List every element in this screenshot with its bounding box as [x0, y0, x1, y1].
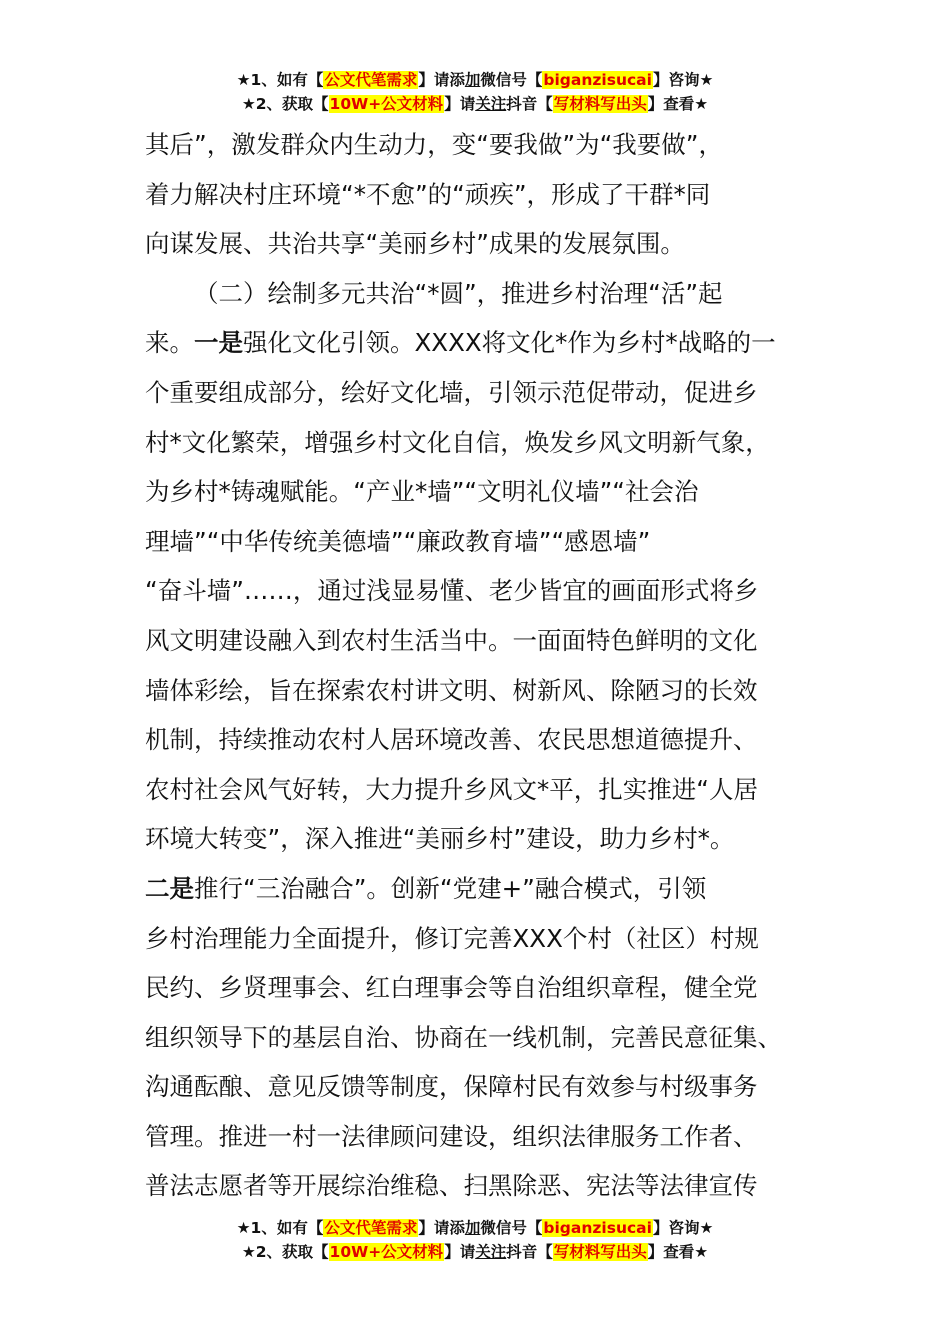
document-body: [145, 120, 810, 1211]
highlight-wechat-id: biganzisucai: [543, 71, 652, 89]
body-line: 其后”，激发群众内生动力，变“要我做”为“我要做”，: [145, 130, 723, 159]
body-line: 乡村治理能力全面提升，修订完善XXX个村（社区）村规: [145, 923, 759, 953]
header-line-1: ★1、如有【公文代笔需求】请添加微信号【biganzisucai】咨询★: [236, 71, 714, 89]
body-line: 农村社会风气好转，大力提升乡风文*平，扎实推进“人居: [145, 774, 758, 804]
body-line: 民约、乡贤理事会、红白理事会等自治组织章程，健全党: [145, 973, 758, 1003]
footer-banner: [0, 1216, 950, 1264]
body-line: “奋斗墙”……，通过浅显易懂、老少皆宜的画面形式将乡: [145, 576, 759, 606]
highlight-douyin: 写材料写出头: [553, 95, 647, 113]
highlight-douyin: 写材料写出头: [553, 1243, 647, 1261]
body-line: 普法志愿者等开展综治维稳、扫黑除恶、宪法等法律宣传: [145, 1171, 758, 1201]
point-one-label: 一是: [194, 328, 243, 358]
highlight-wechat-id: biganzisucai: [543, 1219, 652, 1237]
body-line: 墙体彩绘，旨在探索农村讲文明、树新风、除陋习的长效: [145, 675, 758, 705]
body-line: 来。一是强化文化引领。XXXX将文化*作为乡村*战略的一: [145, 328, 776, 358]
body-line: 着力解决村庄环境“*不愈”的“顽疾”，形成了干群*同: [145, 179, 711, 209]
body-line: 环境大转变”，深入推进“美丽乡村”建设，助力乡村*。: [145, 824, 735, 854]
body-line: 为乡村*铸魂赋能。“产业*墙”“文明礼仪墙”“社会治: [145, 477, 699, 507]
body-line: 向谋发展、共治共享“美丽乡村”成果的发展氛围。: [145, 229, 685, 259]
body-line: 个重要组成部分，绘好文化墙，引领示范促带动，促进乡: [145, 377, 758, 407]
highlight-materials: 10W+公文材料: [329, 1243, 444, 1261]
body-line: 风文明建设融入到农村生活当中。一面面特色鲜明的文化: [145, 625, 758, 655]
highlight-materials: 10W+公文材料: [329, 95, 444, 113]
footer-line-1: ★1、如有【公文代笔需求】请添加微信号【biganzisucai】咨询★: [236, 1219, 714, 1237]
footer-line-2: ★2、获取【10W+公文材料】请关注抖音【写材料写出头】查看★: [241, 1243, 709, 1261]
body-line: 二是推行“三治融合”。创新“党建+”融合模式，引领: [145, 873, 707, 903]
highlight-service: 公文代笔需求: [324, 1219, 418, 1237]
body-line: 村*文化繁荣，增强乡村文化自信，焕发乡风文明新气象，: [145, 427, 770, 457]
highlight-service: 公文代笔需求: [324, 71, 418, 89]
section-heading: （二）绘制多元共治“*圆”，推进乡村治理“活”起: [194, 278, 723, 308]
body-line: 理墙”“中华传统美德墙”“廉政教育墙”“感恩墙”: [145, 526, 651, 556]
body-line: 机制，持续推动农村人居环境改善、农民思想道德提升、: [145, 725, 758, 755]
body-line: 沟通酝酿、意见反馈等制度，保障村民有效参与村级事务: [145, 1072, 758, 1102]
header-banner: [0, 68, 950, 116]
header-line-2: ★2、获取【10W+公文材料】请关注抖音【写材料写出头】查看★: [241, 95, 709, 113]
body-line: 管理。推进一村一法律顾问建设，组织法律服务工作者、: [145, 1121, 758, 1151]
body-line: 组织领导下的基层自治、协商在一线机制，完善民意征集、: [145, 1022, 782, 1052]
point-two-label: 二是: [145, 873, 194, 903]
